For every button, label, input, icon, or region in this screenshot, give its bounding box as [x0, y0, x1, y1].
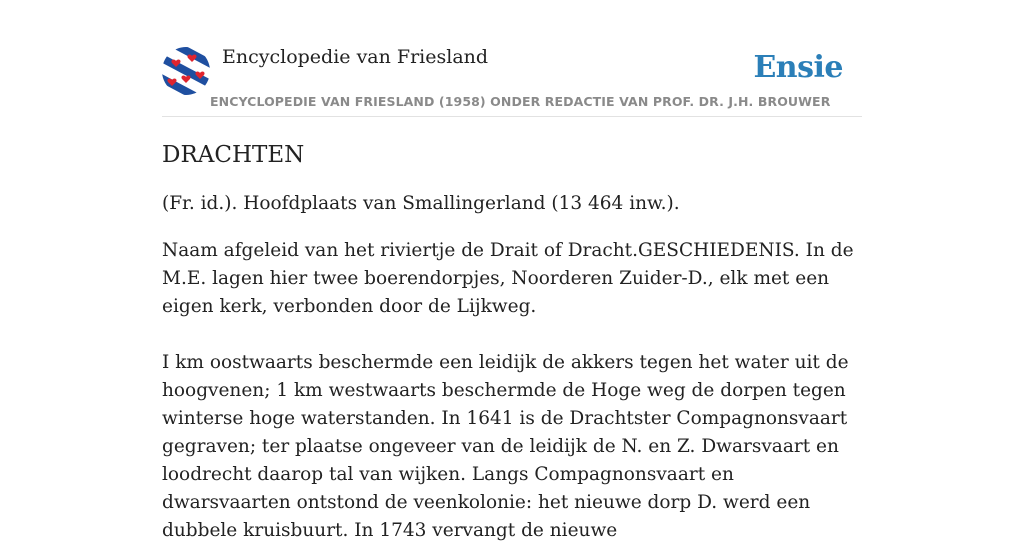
- article-paragraph: (Fr. id.). Hoofdplaats van Smallingerland (13 464 inw.).: [162, 193, 680, 214]
- article-paragraph: I km oostwaarts beschermde een leidijk de akkers tegen het water uit de hoogvenen; 1 km westwaarts beschermde de Hoge weg de dorpen tegen winterse hoge waterstanden. In 1641 is de Drachtster Compagnonsvaart gegraven; ter plaatse ongeveer van de leidijk de N. en Z. Dwarsvaart en loodrecht daarop tal van wijken. Langs Compagnonsvaart en dwarsvaarten ontstond de veenkolonie: het nieuwe dorp D. werd een dubbele kruisbuurt. In 1743 vervangt de nieuwe: [162, 352, 849, 541]
- ensie-logo[interactable]: Ensie: [753, 50, 843, 85]
- frisian-flag-icon[interactable]: [162, 47, 210, 95]
- article-paragraph: Naam afgeleid van het riviertje de Drait of Dracht.GESCHIEDENIS. In de M.E. lagen hier twee boerendorpjes, Noorderen Zuider-D., elk met een eigen kerk, verbonden door de Lijkweg.: [162, 240, 854, 317]
- site-header: [162, 44, 862, 117]
- article-headword: DRACHTEN: [162, 142, 305, 168]
- site-title[interactable]: Encyclopedie van Friesland: [222, 46, 489, 68]
- encyclopedia-subtitle: ENCYCLOPEDIE VAN FRIESLAND (1958) ONDER REDACTIE VAN PROF. DR. J.H. BROUWER: [210, 94, 831, 109]
- article-body: [162, 138, 862, 545]
